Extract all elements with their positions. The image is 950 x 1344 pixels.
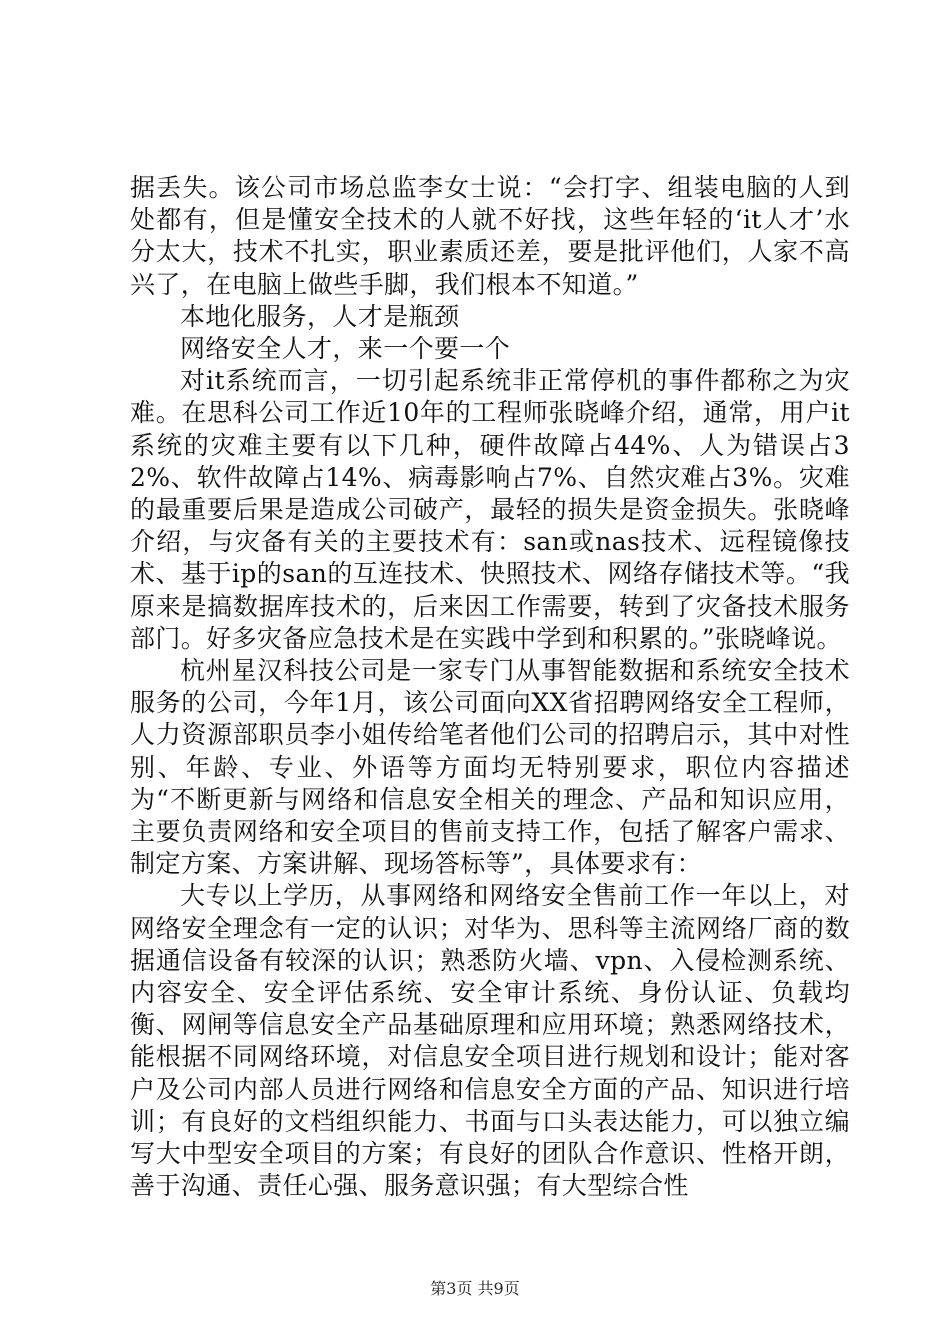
document-body [130, 172, 850, 1203]
paragraph-3-heading: 网络安全人才，来一个要一个 [180, 334, 511, 364]
paragraph-1: 据丢失。该公司市场总监李女士说：“会打字、组装电脑的人到处都有，但是懂安全技术的人就不好找，这些年轻的‘it人才’水分太大，技术不扎实，职业素质还差，要是批评他们，人家不高兴了，在电脑上做些手脚，我们根本不知道。” [130, 173, 850, 299]
paragraph-5: 杭州星汉科技公司是一家专门从事智能数据和系统安全技术服务的公司，今年1月，该公司面向XX省招聘网络安全工程师，人力资源部职员李小姐传给笔者他们公司的招聘启示，其中对性别、年龄、专业、外语等方面均无特别要求，职位内容描述为“不断更新与网络和信息安全相关的理念、产品和知识应用，主要负责网络和安全项目的售前支持工作，包括了解客户需求、制定方案、方案讲解、现场答标等”，具体要求有： [130, 656, 850, 879]
page-footer: 第3页 共9页 [430, 1279, 520, 1298]
paragraph-2-heading: 本地化服务，人才是瓶颈 [180, 301, 460, 331]
paragraph-6: 大专以上学历，从事网络和网络安全售前工作一年以上，对网络安全理念有一定的认识；对华为、思科等主流网络厂商的数据通信设备有较深的认识；熟悉防火墙、vpn、入侵检测系统、内容安全、安全评估系统、安全审计系统、身份认证、负载均衡、网闸等信息安全产品基础原理和应用环境；熟悉网络技术，能根据不同网络环境，对信息安全项目进行规划和设计；能对客户及公司内部人员进行网络和信息安全方面的产品、知识进行培训；有良好的文档组织能力、书面与口头表达能力，可以独立编写大中型安全项目的方案；有良好的团队合作意识、性格开朗，善于沟通、责任心强、服务意识强；有大型综合性 [130, 881, 850, 1201]
paragraph-4: 对it系统而言，一切引起系统非正常停机的事件都称之为灾难。在思科公司工作近10年的工程师张晓峰介绍，通常，用户it系统的灾难主要有以下几种，硬件故障占44%、人为错误占32%、软件故障占14%、病毒影响占7%、自然灾难占3%。灾难的最重要后果是造成公司破产，最轻的损失是资金损失。张晓峰介绍，与灾备有关的主要技术有：san或nas技术、远程镜像技术、基于ip的san的互连技术、快照技术、网络存储技术等。“我原来是搞数据库技术的，后来因工作需要，转到了灾备技术服务部门。好多灾备应急技术是在实践中学到和积累的。”张晓峰说。 [130, 366, 850, 653]
